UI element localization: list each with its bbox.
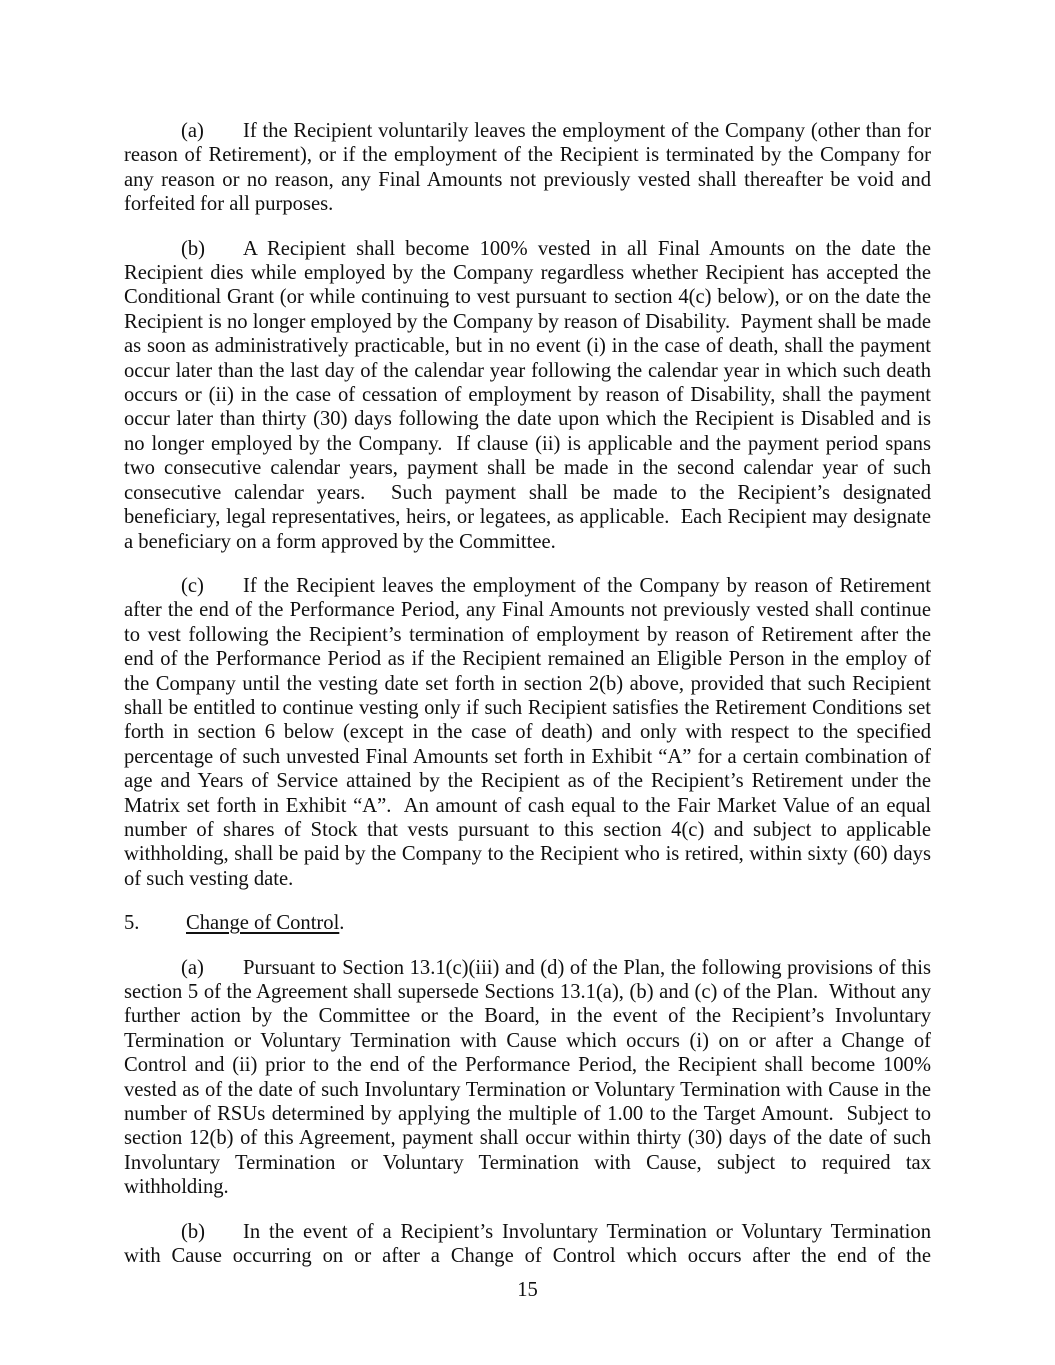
paragraph-5a-label: (a) — [181, 956, 204, 979]
paragraph-4c-text: If the Recipient leaves the employment of the Company by reason of Retirement after the end of the Performance Period, any Final Amounts not previously vested shall continue to vest following the Recipient’s termination of employment by reason of Retirement after the end of the Performance Period as if the Recipient remained an Eligible Person in the employ of the Company until the vesting date set forth in section 2(b) above, provided that such Recipient shall be entitled to continue vesting only if such Recipient satisfies the Retirement Conditions set forth in section 6 below (except in the case of death) and only with respect to the specified percentage of such unvested Final Amounts set forth in Exhibit “A” for a certain combination of age and Years of Service attained by the Recipient as of the Recipient’s Retirement under the Matrix set forth in Exhibit “A”. An amount of cash equal to the Fair Market Value of an equal number of shares of Stock that vests pursuant to this section 4(c) and subject to applicable withholding, shall be paid by the Company to the Recipient who is retired, within sixty (60) days of such vesting date. — [124, 574, 937, 890]
document-body — [124, 119, 937, 1288]
paragraph-4a-label: (a) — [181, 120, 204, 142]
paragraph-4a-text: If the Recipient voluntarily leaves the employment of the Company (other than for reason of Retirement), or if the employment of the Recipient is terminated by the Company for any reason or no reason, any Final Amounts not previously vested shall thereafter be void and forfeited for all purposes. — [124, 120, 937, 216]
paragraph-4b-text: A Recipient shall become 100% vested in all Final Amounts on the date the Recipient dies while employed by the Company regardless whether Recipient has accepted the Conditional Grant (or while continuing to vest pursuant to section 4(c) below), or on the date the Recipient is no longer employed by the Company by reason of Disability. Payment shall be made as soon as administratively practicable, but in no event (i) in the case of death, shall the payment occur later than the last day of the calendar year following the calendar year in which such death occurs or (ii) in the case of cessation of employment by reason of Disability, shall the payment occur later than thirty (30) days following the date upon which the Recipient is Disabled and is no longer employed by the Company. If clause (ii) is applicable and the payment period spans two consecutive calendar years, payment shall be made in the second calendar year of such consecutive calendar years. Such payment shall be made to the Recipient’s designated beneficiary, legal representatives, heirs, or legatees, as applicable. Each Recipient may designate a beneficiary on a form approved by the Committee. — [124, 237, 937, 553]
section-5-title: Change of Control — [186, 912, 340, 935]
section-5-heading-period: . — [339, 912, 345, 935]
paragraph-5b-text: In the event of a Recipient’s Involuntary Termination or Voluntary Termination with Cause occurring on or after a Change of Control which occurs after the end of the — [124, 1220, 937, 1268]
paragraph-4c-label: (c) — [181, 574, 204, 597]
paragraph-5a-text: Pursuant to Section 13.1(c)(iii) and (d) of the Plan, the following provisions of this section 5 of the Agreement shall supersede Sections 13.1(a), (b) and (c) of the Plan. Without any further action by the Committee or the Board, in the event of the Recipient’s Involuntary Termination or Voluntary Termination with Cause which occurs (i) on or after a Change of Control and (ii) prior to the end of the Performance Period, the Recipient shall become 100% vested as of the date of such Involuntary Termination or Voluntary Termination with Cause in the number of RSUs determined by applying the multiple of 1.00 to the Target Amount. Subject to section 12(b) of this Agreement, payment shall occur within thirty (30) days of the date of such Involuntary Termination or Voluntary Termination with Cause, subject to required tax withholding. — [124, 956, 937, 1199]
page-number: 15 — [517, 1279, 538, 1301]
paragraph-5b-label: (b) — [181, 1220, 206, 1243]
section-5-heading — [124, 911, 931, 935]
paragraph-4b-label: (b) — [181, 237, 206, 260]
paragraph-5a — [124, 956, 937, 1200]
paragraph-4b — [124, 237, 937, 554]
paragraph-4c — [124, 574, 937, 891]
section-5-number: 5. — [124, 912, 140, 935]
paragraph-5b — [124, 1220, 937, 1269]
paragraph-4a — [124, 119, 937, 217]
